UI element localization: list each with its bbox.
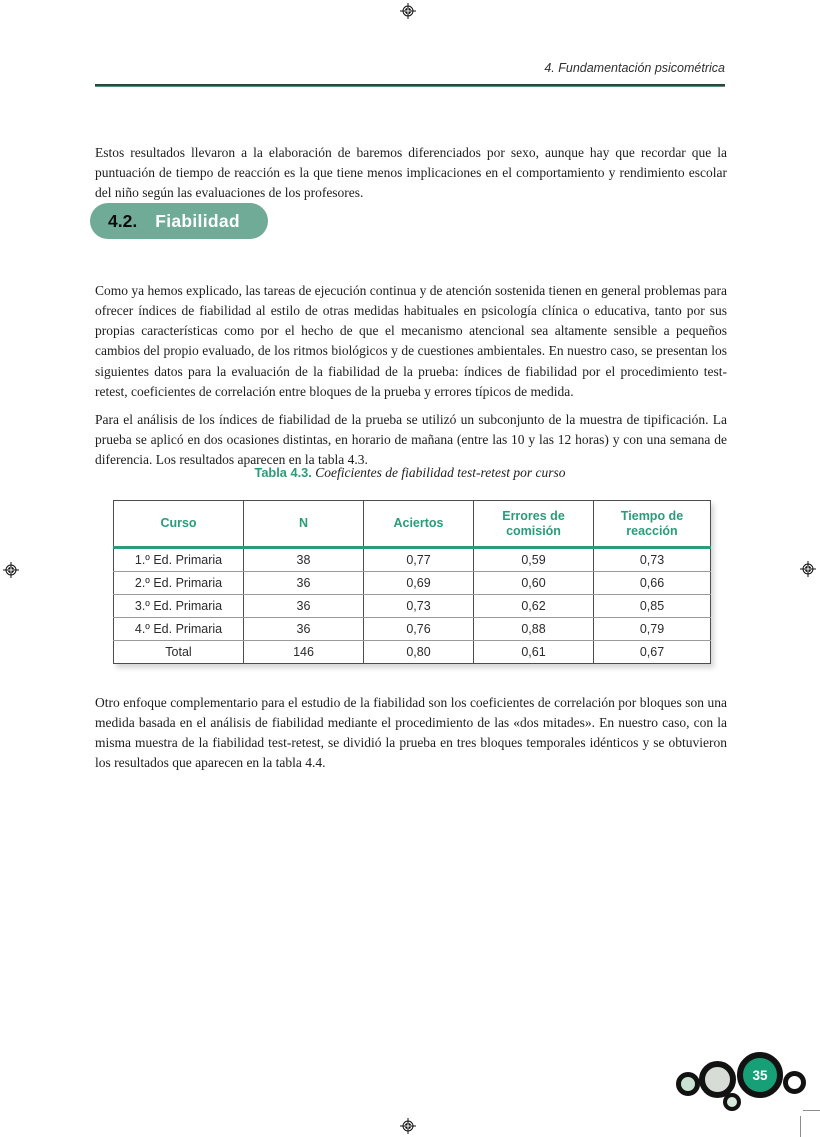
table-cell: 0,69 bbox=[364, 572, 474, 595]
crop-mark-horizontal bbox=[803, 1110, 820, 1111]
column-header-tiempo: Tiempo de reacción bbox=[594, 501, 711, 548]
table-caption bbox=[0, 465, 820, 481]
decorative-circle-pale-green bbox=[676, 1072, 700, 1096]
table-caption-label: Tabla 4.3. bbox=[254, 465, 312, 480]
header-rule-divider bbox=[95, 84, 725, 87]
registration-mark-icon bbox=[400, 3, 416, 19]
table-cell: 0,79 bbox=[594, 618, 711, 641]
table-cell: Total bbox=[114, 641, 244, 664]
table-cell: 3.º Ed. Primaria bbox=[114, 595, 244, 618]
paragraph-baremos: Estos resultados llevaron a la elaboración de baremos diferenciados por sexo, aunque hay que recordar que la puntuación de tiempo de reacción es la que tiene menos implicaciones en el comportamiento y rendimiento escolar del niño según las evaluaciones de los profesores. bbox=[95, 144, 727, 201]
registration-mark-icon bbox=[800, 561, 816, 577]
table-body bbox=[114, 548, 711, 664]
table-cell: 0,73 bbox=[594, 548, 711, 572]
table-cell: 0,85 bbox=[594, 595, 711, 618]
section-title: Fiabilidad bbox=[155, 210, 240, 231]
registration-mark-icon bbox=[3, 562, 19, 578]
page-number: 35 bbox=[752, 1067, 768, 1083]
crop-mark-vertical bbox=[800, 1116, 801, 1137]
table-cell: 0,76 bbox=[364, 618, 474, 641]
table-cell: 36 bbox=[244, 618, 364, 641]
table-row bbox=[114, 641, 711, 664]
paragraph-fiabilidad-intro: Como ya hemos explicado, las tareas de ejecución continua y de atención sostenida tienen en general problemas para ofrecer índices de fiabilidad al estilo de otras medidas habituales en psicología clínica o educativa, tanto por sus propias características como por el hecho de que el mecanismo atencional sea altamente sensible a pequeños cambios del propio evaluado, de los ritmos biológicos y de cuestiones ambientales. En nuestro caso, se presentan los siguientes datos para la evaluación de la fiabilidad de la prueba: índices de fiabilidad por el procedimiento test-retest, coeficientes de correlación entre bloques de la prueba y errores típicos de medida. bbox=[95, 282, 728, 399]
section-number: 4.2. bbox=[108, 210, 138, 231]
table-row bbox=[114, 572, 711, 595]
table-cell: 0,80 bbox=[364, 641, 474, 664]
table-cell: 0,62 bbox=[474, 595, 594, 618]
running-header: 4. Fundamentación psicométrica bbox=[544, 61, 725, 75]
column-header-errores: Errores de comisión bbox=[474, 501, 594, 548]
table-cell: 38 bbox=[244, 548, 364, 572]
table-row bbox=[114, 548, 711, 572]
table-cell: 0,59 bbox=[474, 548, 594, 572]
column-header-n: N bbox=[244, 501, 364, 548]
table-cell: 0,88 bbox=[474, 618, 594, 641]
registration-mark-icon bbox=[400, 1118, 416, 1134]
paragraph-bloques: Otro enfoque complementario para el estudio de la fiabilidad son los coeficientes de correlación por bloques son una medida basada en el análisis de fiabilidad mediante el procedimiento de las «dos mitades». En nuestro caso, con la misma muestra de la fiabilidad test-retest, se dividió la prueba en tres bloques temporales idénticos y se obtuvieron los resultados que aparecen en la tabla 4.4. bbox=[95, 694, 727, 771]
table-cell: 0,73 bbox=[364, 595, 474, 618]
column-header-aciertos: Aciertos bbox=[364, 501, 474, 548]
table-caption-title-text: Coeficientes de fiabilidad test-retest por curso bbox=[315, 465, 566, 480]
section-heading-fiabilidad bbox=[90, 203, 268, 239]
table-cell: 0,67 bbox=[594, 641, 711, 664]
table-cell: 0,66 bbox=[594, 572, 711, 595]
table-cell: 0,61 bbox=[474, 641, 594, 664]
reliability-table bbox=[113, 500, 711, 664]
table-cell: 36 bbox=[244, 572, 364, 595]
table-cell: 146 bbox=[244, 641, 364, 664]
table-cell: 4.º Ed. Primaria bbox=[114, 618, 244, 641]
table-cell: 36 bbox=[244, 595, 364, 618]
page-number-badge bbox=[737, 1052, 783, 1098]
table-cell: 1.º Ed. Primaria bbox=[114, 548, 244, 572]
decorative-circle-small bbox=[723, 1093, 741, 1111]
paragraph-test-retest: Para el análisis de los índices de fiabilidad de la prueba se utilizó un subconjunto de la muestra de tipificación. La prueba se aplicó en dos ocasiones distintas, en horario de mañana (entre las 10 y las 12 horas) y con una semana de diferencia. Los resultados aparecen en la tabla 4.3. bbox=[95, 411, 727, 468]
decorative-circle-white bbox=[783, 1071, 806, 1094]
table-cell: 0,60 bbox=[474, 572, 594, 595]
table-caption-title bbox=[315, 465, 565, 480]
column-header-curso: Curso bbox=[114, 501, 244, 548]
table-cell: 2.º Ed. Primaria bbox=[114, 572, 244, 595]
table-header-row bbox=[114, 501, 711, 548]
table-row bbox=[114, 595, 711, 618]
table-row bbox=[114, 618, 711, 641]
table-cell: 0,77 bbox=[364, 548, 474, 572]
